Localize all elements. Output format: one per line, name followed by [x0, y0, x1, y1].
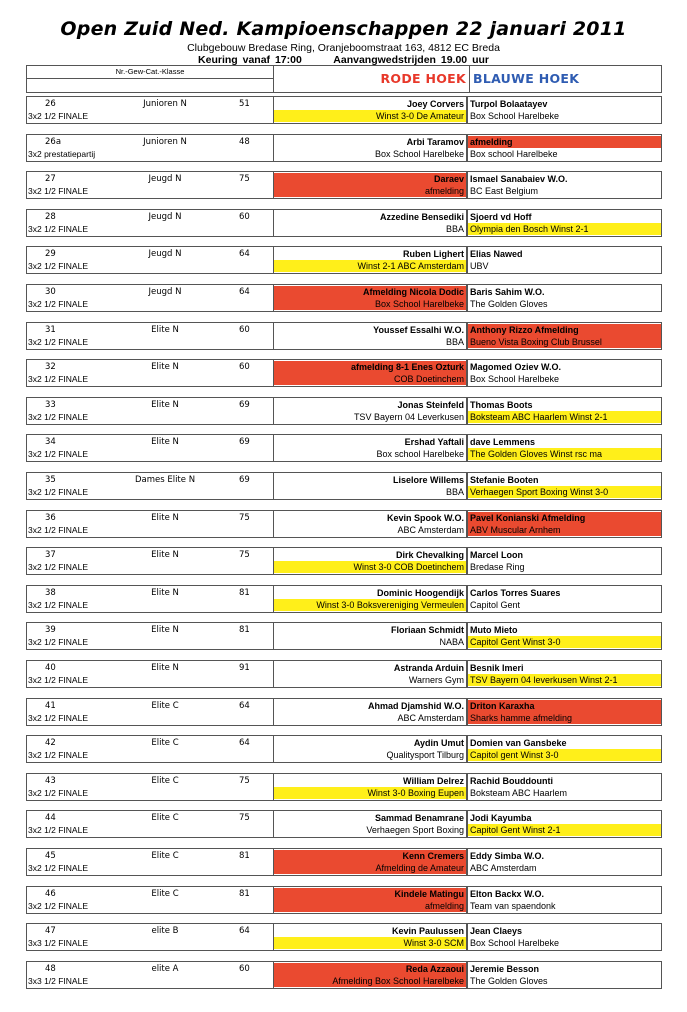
blue-boxer-name: afmelding: [468, 136, 661, 148]
bout-meta: [26, 886, 274, 914]
bout-number: 38: [45, 588, 56, 598]
blue-boxer-club: Bredase Ring: [470, 562, 525, 572]
blue-boxer-club: Capitol Gent Winst 2-1: [468, 824, 661, 836]
bout-rounds: 3x3 1/2 FINALE: [28, 976, 89, 986]
bout-rounds: 3x2 prestatiepartij: [28, 149, 96, 159]
blue-boxer-club: Capitol Gent: [470, 600, 521, 610]
bout-number: 36: [45, 513, 56, 523]
blue-boxer-club: The Golden Gloves Winst rsc ma: [468, 448, 661, 460]
red-boxer-club: afmelding: [274, 900, 466, 912]
bout-weight: 81: [239, 588, 250, 598]
bout-row: [26, 472, 662, 500]
bout-class: Elite N: [151, 663, 179, 673]
bout-row: [26, 810, 662, 838]
red-boxer-name: Liselore Willems: [393, 475, 464, 485]
bout-class: elite B: [151, 926, 179, 936]
blue-boxer-name: Stefanie Booten: [470, 475, 539, 485]
blue-corner: [467, 510, 662, 538]
red-boxer-name: Sammad Benamrane: [374, 813, 464, 823]
blue-corner: [467, 246, 662, 274]
red-boxer-name: Floriaan Schmidt: [390, 625, 464, 635]
blue-boxer-club: Box School Harelbeke: [470, 374, 560, 384]
red-boxer-name: Kindele Matingu: [274, 888, 466, 900]
bout-class: Elite N: [151, 625, 179, 635]
bout-meta: [26, 359, 274, 387]
red-corner: [274, 547, 467, 575]
red-boxer-name: Azzedine Bensediki: [379, 212, 464, 222]
blue-boxer-club: Verhaegen Sport Boxing Winst 3-0: [468, 486, 661, 498]
blue-boxer-club: TSV Bayern 04 leverkusen Winst 2-1: [468, 674, 661, 686]
bout-row: [26, 585, 662, 613]
red-boxer-club: COB Doetinchem: [274, 373, 466, 385]
bout-rounds: 3x2 1/2 FINALE: [28, 901, 89, 911]
bout-meta: [26, 397, 274, 425]
bout-row: [26, 434, 662, 462]
blue-boxer-name: Elton Backx W.O.: [470, 889, 545, 899]
red-boxer-name: Astranda Arduin: [393, 663, 464, 673]
bout-rounds: 3x2 1/2 FINALE: [28, 261, 89, 271]
blue-boxer-name: Rachid Bouddounti: [470, 776, 553, 786]
bout-weight: 60: [239, 212, 250, 222]
bout-rounds: 3x2 1/2 FINALE: [28, 788, 89, 798]
bout-meta: [26, 735, 274, 763]
blue-boxer-name: Turpol Bolaatayev: [470, 99, 548, 109]
red-boxer-club: ABC Amsterdam: [397, 525, 464, 535]
bout-row: [26, 96, 662, 124]
bout-number: 40: [45, 663, 56, 673]
red-boxer-name: Kenn Cremers: [274, 850, 466, 862]
red-corner: [274, 810, 467, 838]
bout-number: 27: [45, 174, 56, 184]
blue-boxer-club: The Golden Gloves: [470, 976, 548, 986]
bout-class: Elite C: [151, 889, 179, 899]
red-corner: [274, 510, 467, 538]
bout-meta: [26, 923, 274, 951]
blue-corner: [467, 961, 662, 989]
bout-meta: [26, 660, 274, 688]
blue-corner: [467, 886, 662, 914]
bout-meta: [26, 622, 274, 650]
bout-meta: [26, 322, 274, 350]
red-boxer-club: Box school Harelbeke: [376, 449, 464, 459]
bout-weight: 75: [239, 513, 250, 523]
red-corner: [274, 322, 467, 350]
bout-meta: [26, 961, 274, 989]
bout-class: Junioren N: [143, 99, 187, 109]
blue-corner: [467, 209, 662, 237]
blue-boxer-name: Pavel Konianski Afmelding: [468, 512, 661, 524]
bout-weight: 64: [239, 249, 250, 259]
bout-class: Jeugd N: [148, 287, 182, 297]
bout-weight: 91: [239, 663, 250, 673]
red-corner: [274, 209, 467, 237]
blue-corner: [467, 96, 662, 124]
bout-number: 34: [45, 437, 56, 447]
bout-weight: 64: [239, 701, 250, 711]
blue-boxer-club: Bueno Vista Boxing Club Brussel: [468, 336, 661, 348]
red-boxer-name: Ruben Lighert: [403, 249, 464, 259]
bout-class: Elite C: [151, 738, 179, 748]
blue-corner: [467, 848, 662, 876]
red-boxer-club: Winst 3-0 SCM: [274, 937, 466, 949]
red-corner: [274, 698, 467, 726]
blue-boxer-name: Besnik Imeri: [470, 663, 524, 673]
bout-number: 44: [45, 813, 56, 823]
bout-row: [26, 660, 662, 688]
red-boxer-club: Afmelding de Amateur: [274, 862, 466, 874]
red-corner: [274, 96, 467, 124]
bout-rounds: 3x2 1/2 FINALE: [28, 713, 89, 723]
bout-class: Elite N: [151, 362, 179, 372]
blue-boxer-name: Magomed Oziev W.O.: [470, 362, 562, 372]
bout-meta: [26, 510, 274, 538]
red-boxer-name: Ershad Yaftali: [404, 437, 464, 447]
red-corner: [274, 434, 467, 462]
bout-rounds: 3x2 1/2 FINALE: [28, 374, 89, 384]
bout-row: [26, 622, 662, 650]
bout-rounds: 3x2 1/2 FINALE: [28, 562, 89, 572]
bout-class: Jeugd N: [148, 174, 182, 184]
blue-corner: [467, 735, 662, 763]
blue-boxer-name: Marcel Loon: [470, 550, 524, 560]
bout-weight: 69: [239, 400, 250, 410]
red-boxer-name: afmelding 8-1 Enes Ozturk: [274, 361, 466, 373]
bout-class: Elite C: [151, 776, 179, 786]
red-boxer-club: BBA: [445, 487, 464, 497]
bout-number: 42: [45, 738, 56, 748]
bout-rounds: 3x2 1/2 FINALE: [28, 299, 89, 309]
bout-row: [26, 359, 662, 387]
bout-class: Junioren N: [143, 137, 187, 147]
blue-boxer-club: ABV Muscular Arnhem: [468, 524, 661, 536]
bout-weight: 81: [239, 889, 250, 899]
red-corner: [274, 397, 467, 425]
blue-corner: [467, 284, 662, 312]
red-boxer-name: William Delrez: [403, 776, 464, 786]
bout-meta: [26, 209, 274, 237]
blue-boxer-name: dave Lemmens: [470, 437, 536, 447]
bout-weight: 64: [239, 926, 250, 936]
blue-corner: [467, 810, 662, 838]
blue-boxer-name: Jodi Kayumba: [470, 813, 532, 823]
red-corner: [274, 585, 467, 613]
red-corner: [274, 923, 467, 951]
red-boxer-club: Winst 3-0 Boxing Eupen: [274, 787, 466, 799]
bout-row: [26, 773, 662, 801]
bout-class: Dames Elite N: [134, 475, 196, 485]
bout-weight: 69: [239, 437, 250, 447]
blue-boxer-name: Sjoerd vd Hoff: [470, 212, 532, 222]
blue-corner: [467, 134, 662, 162]
bout-rounds: 3x2 1/2 FINALE: [28, 525, 89, 535]
blue-corner: [467, 171, 662, 199]
bout-rounds: 3x2 1/2 FINALE: [28, 600, 89, 610]
red-boxer-club: Box School Harelbeke: [274, 298, 466, 310]
red-corner: [274, 284, 467, 312]
bout-meta: [26, 246, 274, 274]
blue-boxer-club: BC East Belgium: [470, 186, 539, 196]
bout-number: 47: [45, 926, 56, 936]
bout-rounds: 3x2 1/2 FINALE: [28, 111, 89, 121]
table-header: [26, 65, 662, 93]
red-corner: [274, 134, 467, 162]
bout-rounds: 3x2 1/2 FINALE: [28, 487, 89, 497]
red-corner: [274, 660, 467, 688]
bout-meta: [26, 848, 274, 876]
bout-number: 28: [45, 212, 56, 222]
blue-boxer-club: Team van spaendonk: [470, 901, 556, 911]
bout-class: Jeugd N: [148, 212, 182, 222]
bout-number: 39: [45, 625, 56, 635]
red-boxer-club: afmelding: [274, 185, 466, 197]
bout-number: 45: [45, 851, 56, 861]
bout-number: 43: [45, 776, 56, 786]
blue-boxer-name: Thomas Boots: [470, 400, 533, 410]
red-boxer-club: Winst 2-1 ABC Amsterdam: [274, 260, 466, 272]
blue-boxer-club: Olympia den Bosch Winst 2-1: [468, 223, 661, 235]
red-corner: [274, 848, 467, 876]
aanvang-time: Aanvangwedstrijden 19.00 uur: [333, 54, 489, 66]
red-boxer-name: Kevin Spook W.O.: [386, 513, 464, 523]
red-boxer-club: Afmelding Box School Harelbeke: [274, 975, 466, 987]
rode-hoek-header: RODE HOEK: [380, 71, 466, 86]
bout-class: Elite C: [151, 701, 179, 711]
bout-class: Elite N: [151, 550, 179, 560]
bout-number: 33: [45, 400, 56, 410]
blue-corner: [467, 322, 662, 350]
bout-row: [26, 397, 662, 425]
bout-row: [26, 698, 662, 726]
bout-row: [26, 923, 662, 951]
bout-meta: [26, 134, 274, 162]
bout-number: 48: [45, 964, 56, 974]
bout-rounds: 3x2 1/2 FINALE: [28, 675, 89, 685]
blue-boxer-club: Box School Harelbeke: [470, 938, 560, 948]
bout-rounds: 3x2 1/2 FINALE: [28, 449, 89, 459]
bout-row: [26, 510, 662, 538]
blue-boxer-club: UBV: [470, 261, 489, 271]
red-corner: [274, 961, 467, 989]
red-boxer-name: Youssef Essalhi W.O.: [373, 325, 464, 335]
blue-corner: [467, 698, 662, 726]
bout-row: [26, 961, 662, 989]
red-boxer-club: Warners Gym: [408, 675, 464, 685]
blue-corner: [467, 660, 662, 688]
bout-rounds: 3x2 1/2 FINALE: [28, 224, 89, 234]
bout-class: Elite N: [151, 325, 179, 335]
red-corner: [274, 886, 467, 914]
bout-number: 32: [45, 362, 56, 372]
red-boxer-name: Reda Azzaoui: [274, 963, 466, 975]
bout-weight: 51: [239, 99, 250, 109]
bout-class: Elite N: [151, 400, 179, 410]
blue-boxer-club: Box school Harelbeke: [470, 149, 558, 159]
blue-boxer-name: Elias Nawed: [470, 249, 523, 259]
blue-corner: [467, 547, 662, 575]
bout-number: 30: [45, 287, 56, 297]
bout-row: [26, 171, 662, 199]
red-boxer-name: Daraev: [274, 173, 466, 185]
blue-boxer-name: Driton Karaxha: [468, 700, 661, 712]
bout-row: [26, 322, 662, 350]
red-corner: [274, 359, 467, 387]
bout-rounds: 3x2 1/2 FINALE: [28, 637, 89, 647]
keuring-time: Keuring vanaf 17:00: [198, 54, 302, 66]
bout-rounds: 3x2 1/2 FINALE: [28, 337, 89, 347]
bout-number: 37: [45, 550, 56, 560]
red-corner: [274, 773, 467, 801]
bout-rounds: 3x2 1/2 FINALE: [28, 412, 89, 422]
bout-meta: [26, 773, 274, 801]
red-boxer-name: Kevin Paulussen: [391, 926, 464, 936]
bout-weight: 81: [239, 625, 250, 635]
bout-row: [26, 284, 662, 312]
blue-corner: [467, 472, 662, 500]
bout-class: Elite C: [151, 813, 179, 823]
bout-weight: 48: [239, 137, 250, 147]
bout-number: 41: [45, 701, 56, 711]
red-boxer-name: Dominic Hoogendijk: [376, 588, 464, 598]
red-boxer-club: Qualitysport Tilburg: [386, 750, 464, 760]
bout-row: [26, 134, 662, 162]
bout-meta: [26, 284, 274, 312]
blue-boxer-name: Domien van Gansbeke: [470, 738, 567, 748]
red-boxer-name: Jonas Steinfeld: [397, 400, 464, 410]
blue-boxer-club: Boksteam ABC Haarlem Winst 2-1: [468, 411, 661, 423]
red-boxer-name: Arbi Taramov: [406, 137, 464, 147]
bout-row: [26, 547, 662, 575]
red-corner: [274, 622, 467, 650]
bout-number: 29: [45, 249, 56, 259]
blue-corner: [467, 585, 662, 613]
bout-weight: 69: [239, 475, 250, 485]
bout-meta: [26, 585, 274, 613]
bout-number: 46: [45, 889, 56, 899]
blue-boxer-name: Jeremie Besson: [470, 964, 540, 974]
bout-number: 35: [45, 475, 56, 485]
blue-boxer-club: Capitol Gent Winst 3-0: [468, 636, 661, 648]
red-boxer-name: Aydin Umut: [413, 738, 464, 748]
bout-class: Jeugd N: [148, 249, 182, 259]
bout-rounds: 3x3 1/2 FINALE: [28, 938, 89, 948]
red-corner: [274, 472, 467, 500]
bout-weight: 75: [239, 813, 250, 823]
bout-row: [26, 209, 662, 237]
blue-corner: [467, 622, 662, 650]
blue-boxer-name: Baris Sahim W.O.: [470, 287, 545, 297]
bout-rounds: 3x2 1/2 FINALE: [28, 825, 89, 835]
bout-row: [26, 246, 662, 274]
bout-class: Elite N: [151, 513, 179, 523]
blue-boxer-club: Sharks hamme afmelding: [468, 712, 661, 724]
red-boxer-club: ABC Amsterdam: [397, 713, 464, 723]
blue-boxer-club: ABC Amsterdam: [470, 863, 537, 873]
red-boxer-name: Dirk Chevalking: [395, 550, 464, 560]
bout-class: elite A: [151, 964, 179, 974]
blue-boxer-name: Eddy Simba W.O.: [470, 851, 545, 861]
red-corner: [274, 171, 467, 199]
bout-meta: [26, 698, 274, 726]
red-boxer-club: Winst 3-0 COB Doetinchem: [274, 561, 466, 573]
blue-boxer-name: Muto Mieto: [470, 625, 518, 635]
bout-meta: [26, 547, 274, 575]
blue-corner: [467, 434, 662, 462]
red-boxer-club: Verhaegen Sport Boxing: [366, 825, 464, 835]
bout-row: [26, 735, 662, 763]
bout-weight: 64: [239, 287, 250, 297]
blue-corner: [467, 397, 662, 425]
red-boxer-club: BBA: [445, 224, 464, 234]
bout-class: Elite N: [151, 437, 179, 447]
red-boxer-club: TSV Bayern 04 Leverkusen: [353, 412, 464, 422]
red-boxer-club: BBA: [445, 337, 464, 347]
red-corner: [274, 246, 467, 274]
header-blank-cell: [27, 79, 274, 92]
bout-meta: [26, 810, 274, 838]
bout-meta: [26, 472, 274, 500]
red-boxer-club: Winst 3-0 De Amateur: [274, 110, 466, 122]
blue-boxer-club: The Golden Gloves: [470, 299, 548, 309]
red-boxer-name: Ahmad Djamshid W.O.: [367, 701, 464, 711]
bout-rounds: 3x2 1/2 FINALE: [28, 186, 89, 196]
red-boxer-name: Afmelding Nicola Dodic: [274, 286, 466, 298]
klasse-header: Nr.-Gew-Cat.-Klasse: [27, 66, 274, 79]
blauwe-hoek-header: BLAUWE HOEK: [469, 66, 665, 92]
bout-meta: [26, 434, 274, 462]
bout-weight: 75: [239, 174, 250, 184]
bout-weight: 60: [239, 325, 250, 335]
bout-number: 31: [45, 325, 56, 335]
blue-corner: [467, 359, 662, 387]
bout-weight: 75: [239, 550, 250, 560]
red-boxer-club: NABA: [439, 637, 464, 647]
red-boxer-name: Joey Corvers: [406, 99, 464, 109]
bout-row: [26, 848, 662, 876]
red-boxer-club: Winst 3-0 Boksvereniging Vermeulen: [274, 599, 466, 611]
bout-number: 26a: [45, 137, 62, 147]
bout-rounds: 3x2 1/2 FINALE: [28, 750, 89, 760]
blue-boxer-name: Ismael Sanabaiev W.O.: [470, 174, 568, 184]
blue-boxer-club: Box School Harelbeke: [470, 111, 560, 121]
bout-weight: 64: [239, 738, 250, 748]
red-boxer-club: Box School Harelbeke: [374, 149, 464, 159]
red-corner: [274, 735, 467, 763]
bout-weight: 81: [239, 851, 250, 861]
bout-meta: [26, 171, 274, 199]
blue-corner: [467, 923, 662, 951]
blue-boxer-name: Carlos Torres Suares: [470, 588, 561, 598]
blue-boxer-club: Boksteam ABC Haarlem: [470, 788, 568, 798]
bout-weight: 60: [239, 362, 250, 372]
bout-row: [26, 886, 662, 914]
venue-address: Clubgebouw Bredase Ring, Oranjeboomstraat 163, 4812 EC Breda: [187, 42, 500, 54]
bout-weight: 75: [239, 776, 250, 786]
bout-number: 26: [45, 99, 56, 109]
blue-boxer-club: Capitol gent Winst 3-0: [468, 749, 661, 761]
blue-boxer-name: Anthony Rizzo Afmelding: [468, 324, 661, 336]
bout-weight: 60: [239, 964, 250, 974]
page-title: Open Zuid Ned. Kampioenschappen 22 januari 2011: [60, 18, 627, 40]
bout-class: Elite C: [151, 851, 179, 861]
bout-class: Elite N: [151, 588, 179, 598]
bout-rounds: 3x2 1/2 FINALE: [28, 863, 89, 873]
blue-corner: [467, 773, 662, 801]
bout-meta: [26, 96, 274, 124]
blue-boxer-name: Jean Claeys: [470, 926, 523, 936]
